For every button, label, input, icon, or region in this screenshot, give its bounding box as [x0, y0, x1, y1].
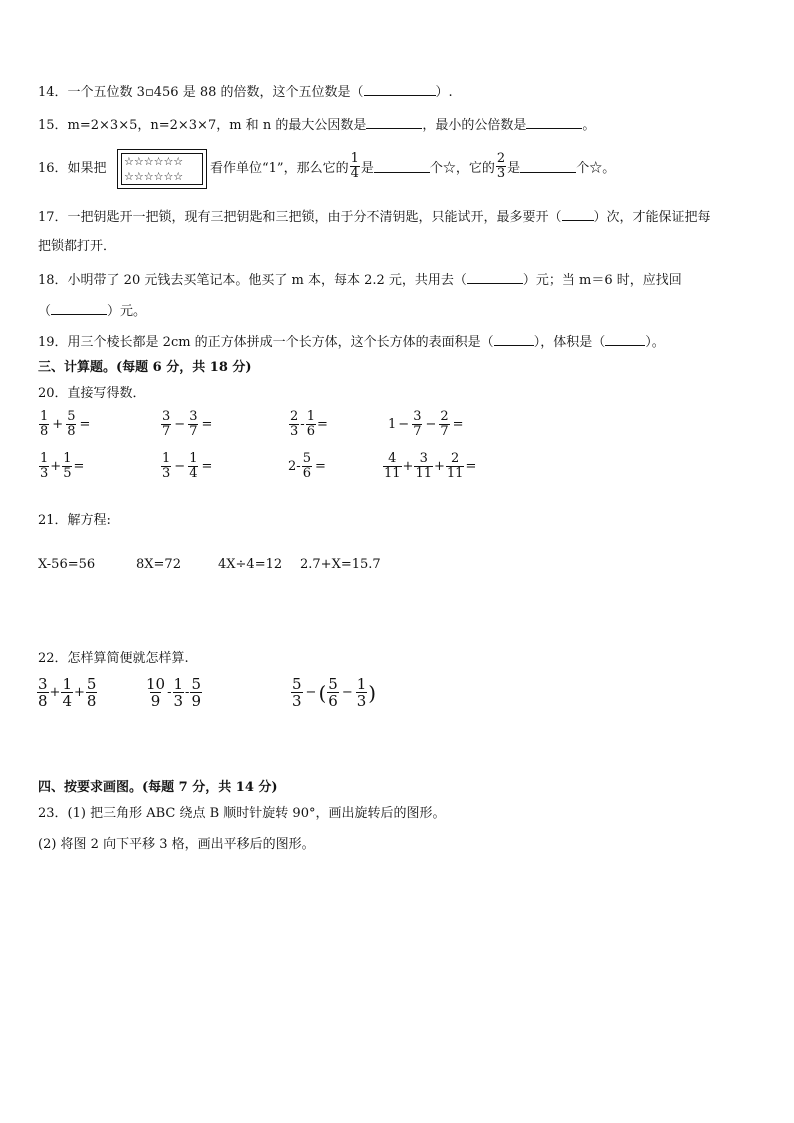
question-16-label: 16．如果把 — [38, 161, 107, 176]
question-22: 22．怎样算简便就怎样算. — [38, 651, 189, 666]
question-21: 21．解方程: — [38, 513, 111, 528]
question-17: 17．一把钥匙开一把锁，现有三把钥匙和三把锁，由于分不清钥匙，只能试开，最多要开（ ）次，才能保证把每 — [38, 210, 711, 225]
answer-blank[interactable] — [562, 208, 594, 221]
calc-expression: $\frac{3}{8}$ + $\frac{1}{4}$ + $\frac{5}{8}$ — [38, 675, 97, 710]
equation: X-56=56 — [38, 557, 96, 572]
calc-expression: $\frac{1}{8}$ + $\frac{5}{8}$ = — [40, 409, 91, 439]
answer-blank[interactable] — [605, 333, 645, 346]
question-23: 23．(1) 把三角形 ABC 绕点 B 顺时针旋转 90°，画出旋转后的图形。 — [38, 806, 446, 821]
question-16-text: 看作单位“1”，那么它的 $\frac{1}{4}$ 是 个☆，它的 $\frac{2}{3}$ 是 个☆。 — [210, 151, 616, 181]
fraction: $\frac{1}{4}$ — [350, 151, 359, 181]
star-box — [117, 149, 207, 189]
equation: 4X÷4=12 — [218, 557, 283, 572]
calc-expression: $\frac{4}{11}$ + $\frac{3}{11}$ + $\frac{2}{11}$ = — [384, 451, 477, 481]
answer-blank[interactable] — [526, 116, 582, 129]
question-18-line2: （ ）元。 — [38, 304, 147, 319]
calc-expression: 2 - $\frac{5}{6}$ = — [288, 451, 326, 481]
calc-expression: $\frac{5}{3}$ − ( $\frac{5}{6}$ − $\frac{1}{3}$ ) — [292, 675, 377, 710]
equation: 8X=72 — [136, 557, 181, 572]
calc-expression: 1 − $\frac{3}{7}$ − $\frac{2}{7}$ = — [388, 409, 464, 439]
question-17-line2: 把锁都打开． — [38, 239, 117, 254]
section-title: 四、按要求画图。(每题 7 分，共 14 分) — [38, 780, 278, 795]
calc-expression: $\frac{10}{9}$ - $\frac{1}{3}$ - $\frac{5}{9}$ — [146, 675, 201, 710]
section-title: 三、计算题。(每题 6 分，共 18 分) — [38, 360, 252, 375]
fraction: $\frac{2}{3}$ — [496, 151, 506, 181]
answer-blank[interactable] — [51, 302, 107, 315]
question-19: 19．用三个棱长都是 2cm 的正方体拼成一个长方体，这个长方体的表面积是（ ），体积是（ ）。 — [38, 335, 665, 350]
calc-expression: $\frac{1}{3}$ − $\frac{1}{4}$ = — [162, 451, 213, 481]
calc-expression: $\frac{3}{7}$ − $\frac{3}{7}$ = — [162, 409, 213, 439]
stars-row: ☆☆☆☆☆☆ — [124, 170, 184, 183]
answer-blank[interactable] — [366, 116, 422, 129]
equation: 2.7+X=15.7 — [300, 557, 381, 572]
answer-blank[interactable] — [494, 333, 534, 346]
question-15: 15．m=2×3×5，n=2×3×7，m 和 n 的最大公因数是 ，最小的公倍数是 。 — [38, 118, 596, 133]
answer-blank[interactable] — [374, 160, 430, 173]
stars-row: ☆☆☆☆☆☆ — [124, 155, 184, 168]
question-18: 18．小明带了 20 元钱去买笔记本。他买了 m 本，每本 2.2 元，共用去（ ）元；当 m＝6 时，应找回 — [38, 273, 682, 288]
calc-expression: $\frac{2}{3}$ - $\frac{1}{6}$ = — [290, 409, 328, 439]
answer-blank[interactable] — [467, 271, 523, 284]
question-20: 20．直接写得数． — [38, 386, 146, 401]
question-14: 14．一个五位数 3▫456 是 88 的倍数，这个五位数是（ ）. — [38, 85, 453, 100]
answer-blank[interactable] — [364, 83, 436, 96]
answer-blank[interactable] — [520, 160, 576, 173]
calc-expression: $\frac{1}{3}$ + $\frac{1}{5}$ = — [40, 451, 85, 481]
question-23-part2: (2) 将图 2 向下平移 3 格，画出平移后的图形。 — [38, 837, 315, 852]
